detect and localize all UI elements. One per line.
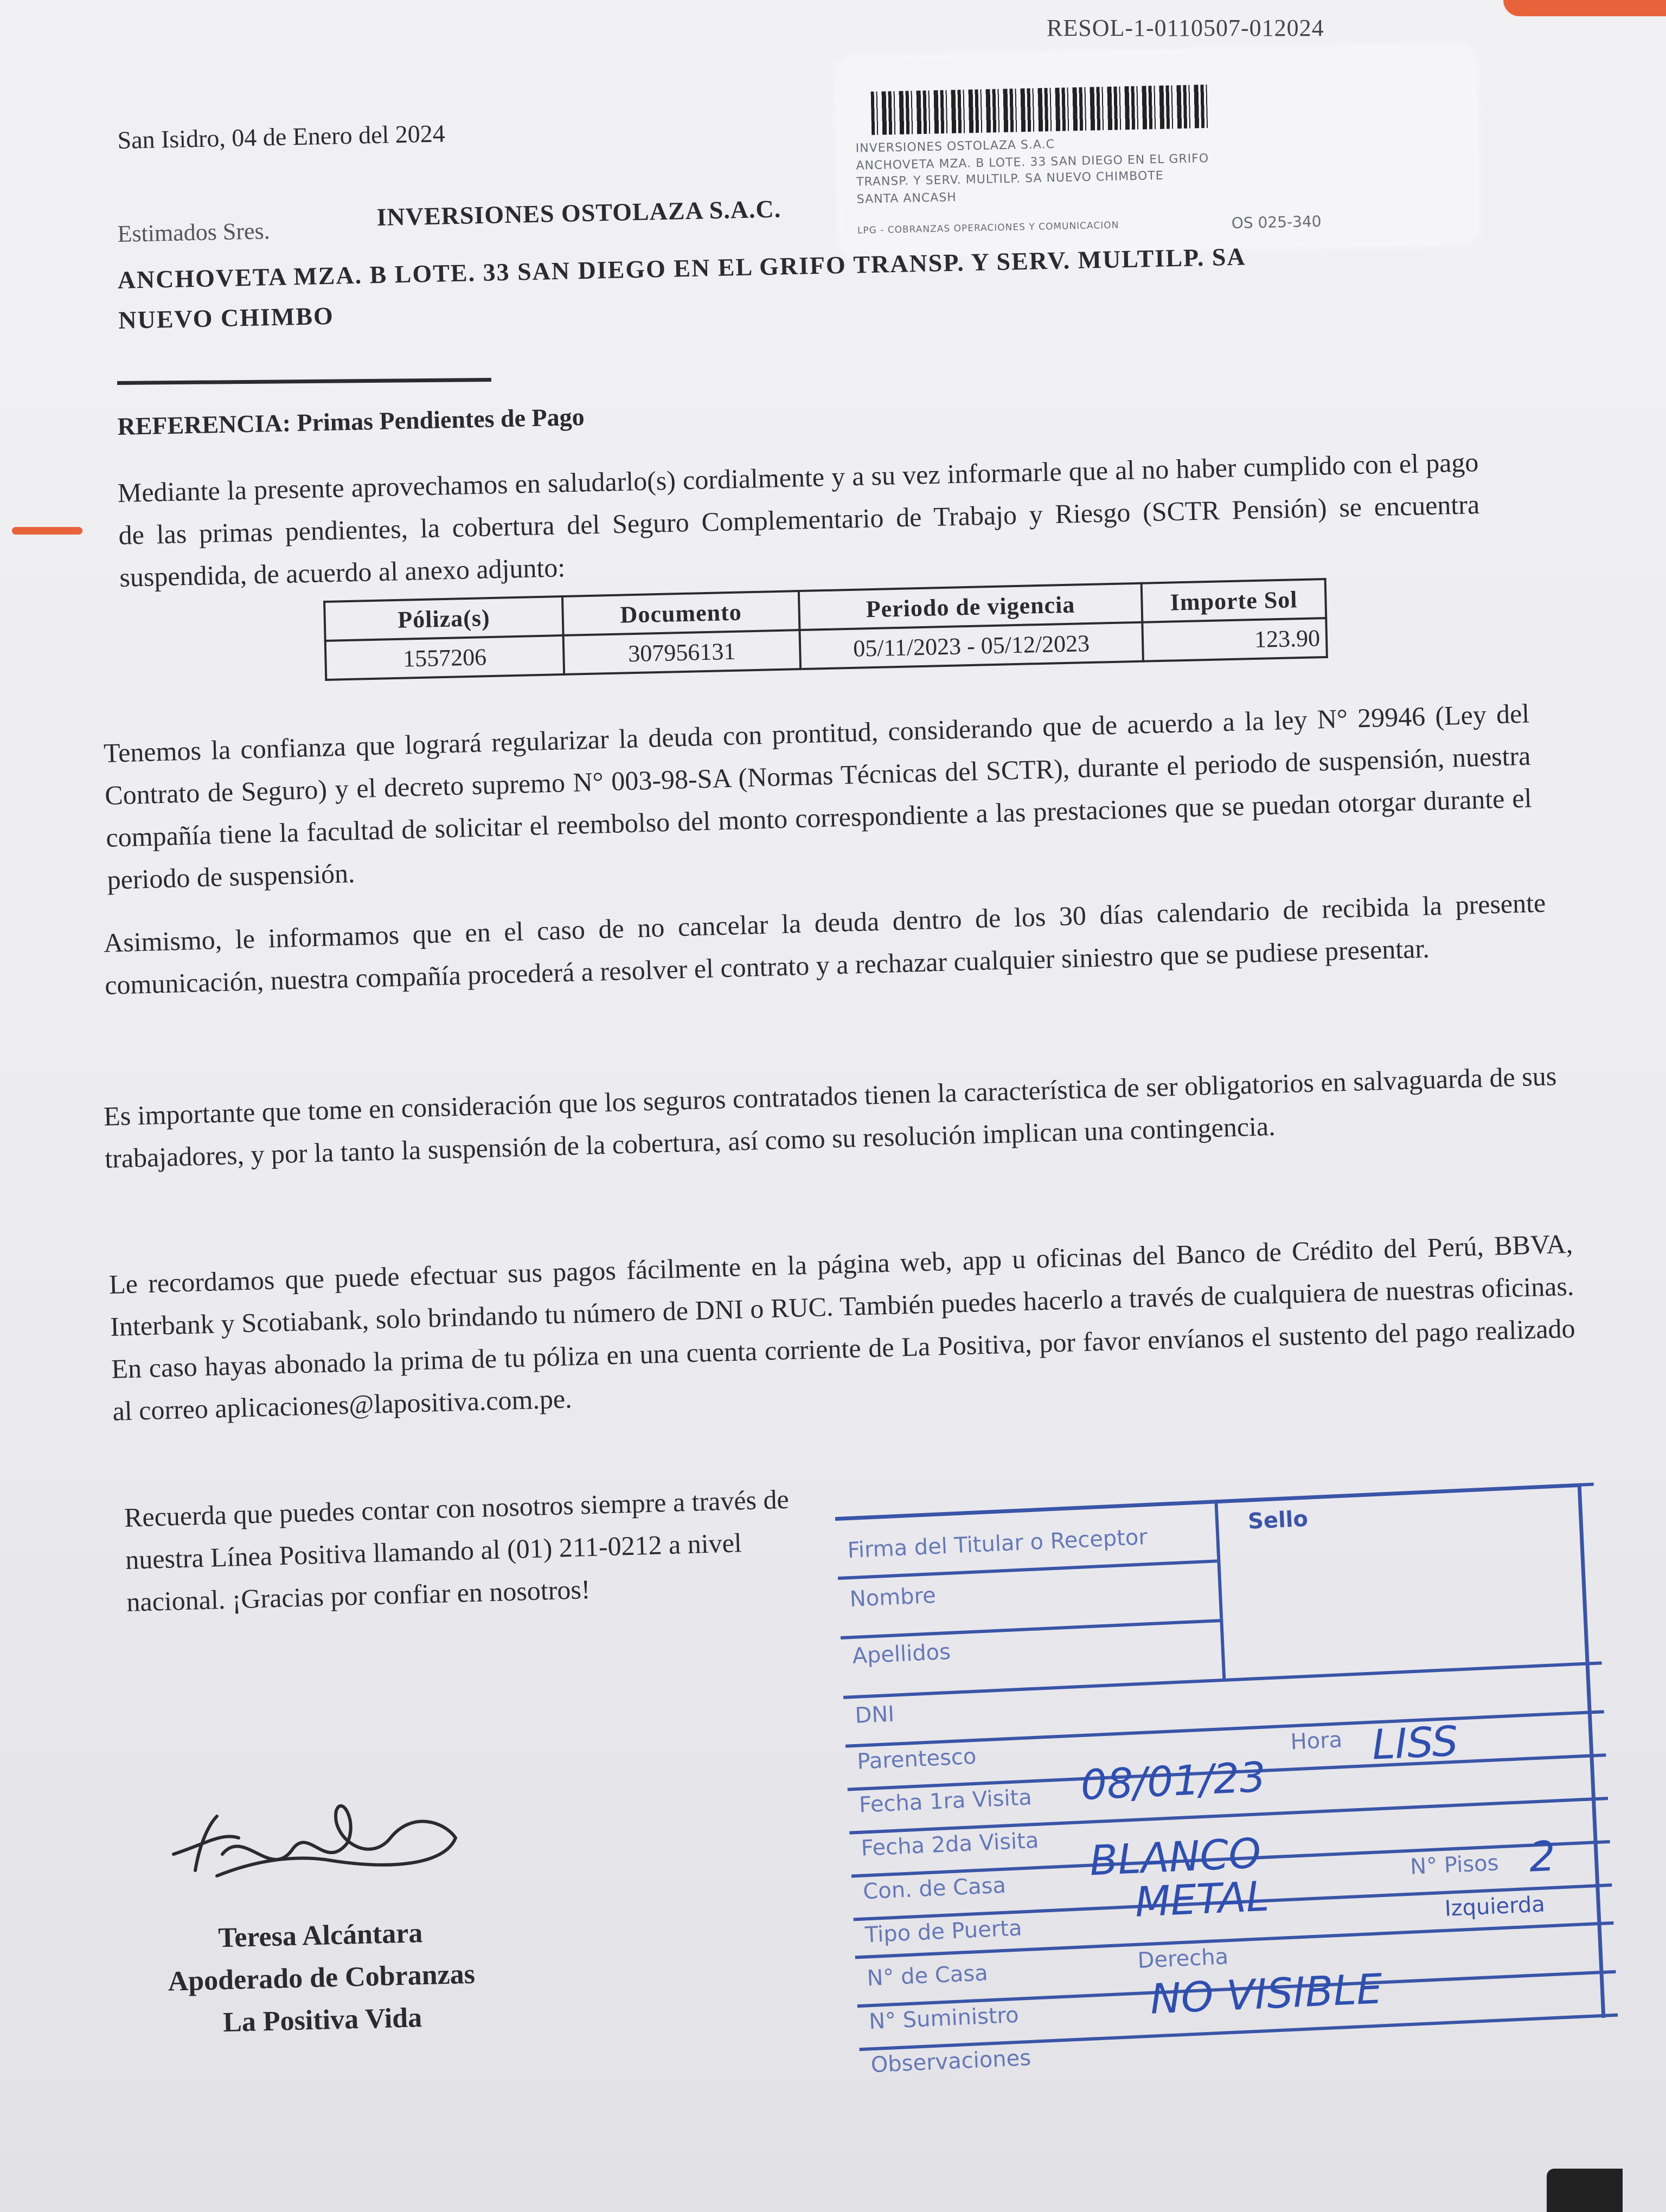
label-line-1: INVERSIONES OSTOLAZA S.A.C — [855, 137, 1055, 156]
greeting: Estimados Sres. — [117, 217, 271, 247]
handwritten-visit-date: 08/01/23 — [1079, 1752, 1267, 1810]
payment-text: Le recordamos que puede efectuar sus pagos fácilmente en la página web, app u oficinas del Banco de Crédito del Perú, BBVA, Interbank y Scotiabank, solo brindando tu número de DNI o RUC. También puedes hacerlo a través de cualquiera de nuestras oficinas. En caso hayas abonado la prima de tu póliza en una cuenta corriente de La Positiva, por favor envíanos el sustento del pago realizado al correo — [108, 1228, 1576, 1426]
stamp-field-observaciones: Observaciones — [870, 2045, 1031, 2078]
stamp-sello-label: Sello — [1247, 1506, 1309, 1534]
signer-title: Apoderado de Cobranzas — [167, 1958, 476, 1997]
letter-date: San Isidro, 04 de Enero del 2024 — [117, 119, 446, 154]
paragraph-importance: Es importante que tome en consideración que los seguros contratados tienen la característica de ser obligatorios en salvaguarda de sus trabajadores, y por la tanto la suspensión de la cobertura, así como su resolución implican una contingencia. — [103, 1060, 1557, 1174]
paragraph-intro: Mediante la presente aprovechamos en saludarlo(s) cordialmente y a su vez informarle que al no haber cumplido con el pago de las primas pendientes, la cobertura del Seguro Complementario de Trabajo y Riesgo (SCTR Pensión) se encuentra suspendida, de acuerdo al anexo adjunto: — [117, 447, 1480, 593]
address-underline — [117, 378, 491, 385]
handwritten-door-type: METAL — [1133, 1872, 1270, 1926]
paragraph-payment — [108, 1223, 1577, 1432]
paragraph-contact: Recuerda que puedes contar con nosotros siempre a través de nuestra Línea Positiva llamando al (01) 211-0212 a nivel nacional. ¡Gracias por confiar en nosotros! — [124, 1483, 790, 1617]
recipient-address — [117, 234, 1366, 340]
address-line-1: ANCHOVETA MZA. B LOTE. 33 SAN DIEGO EN EL GRIFO TRANSP. Y SERV. MULTILP. SA — [117, 242, 1247, 294]
signer-company: La Positiva Vida — [222, 2002, 422, 2039]
stamp-field-suministro: N° Suministro — [868, 2002, 1020, 2035]
margin-color-mark — [12, 527, 82, 535]
stamp-field-derecha: Derecha — [1137, 1944, 1229, 1973]
handwritten-floors: 2 — [1528, 1831, 1557, 1881]
cell-documento: 307956131 — [563, 630, 800, 674]
stamp-field-visita-1: Fecha 1ra Visita — [858, 1785, 1033, 1818]
handwritten-name: LISS — [1371, 1716, 1459, 1769]
stamp-field-parentesco: Parentesco — [856, 1744, 977, 1774]
payment-text-end: . — [565, 1383, 573, 1414]
contact-email-link[interactable]: aplicaciones@lapositiva.com.pe — [214, 1383, 566, 1424]
label-line-5: LPG - COBRANZAS OPERACIONES Y COMUNICACION — [857, 220, 1119, 236]
stamp-field-apellidos: Apellidos — [851, 1639, 951, 1669]
label-line-6: OS 025-340 — [1231, 212, 1322, 233]
delivery-stamp — [813, 1481, 1665, 2146]
resolution-code: RESOL-1-0110507-012024 — [1047, 15, 1324, 41]
header-periodo: Periodo de vigencia — [798, 583, 1142, 630]
barcode-icon — [871, 85, 1208, 135]
label-line-2: ANCHOVETA MZA. B LOTE. 33 SAN DIEGO EN EL GRIFO — [856, 152, 1209, 173]
signer-name: Teresa Alcántara — [217, 1918, 423, 1954]
reference-line: REFERENCIA: Primas Pendientes de Pago — [117, 402, 585, 440]
stamp-field-izquierda: Izquierda — [1444, 1892, 1546, 1921]
address-line-2: NUEVO CHIMBO — [118, 301, 335, 334]
paragraph-law: Tenemos la confianza que logrará regularizar la deuda con prontitud, considerando que de acuerdo a la ley N° 29946 (Ley del Contrato de Seguro) y el decreto supremo N° 003-98-SA (Normas Técnicas del SCTR), durante el periodo de suspensión, nuestra compañía tiene la facultad de solicitar el reembolso del monto correspondiente a las prestaciones que se puedan otorgar durante el periodo de suspensión. — [103, 698, 1533, 895]
label-line-4: SANTA ANCASH — [856, 190, 957, 207]
recipient-company: INVERSIONES OSTOLAZA S.A.C. — [376, 195, 781, 231]
stamp-field-pisos: N° Pisos — [1409, 1850, 1500, 1880]
policy-table — [323, 578, 1328, 681]
stamp-field-dni: DNI — [854, 1701, 895, 1728]
handwritten-house-color: BLANCO — [1088, 1829, 1263, 1885]
handwritten-signature-icon — [163, 1773, 466, 1903]
corner-color-mark — [1503, 0, 1666, 16]
stamp-field-hora: Hora — [1290, 1727, 1343, 1755]
stamp-field-puerta: Tipo de Puerta — [864, 1915, 1023, 1948]
paragraph-deadline: Asimismo, le informamos que en el caso de no cancelar la deuda dentro de los 30 días calendario de recibida la presente comunicación, nuestra compañía procederá a resolver el contrato y a rechazar cualquier siniestro que se pudiese presentar. — [103, 887, 1546, 1000]
stamp-field-ncasa: N° de Casa — [866, 1960, 989, 1991]
cell-importe: 123.90 — [1143, 618, 1327, 661]
stamp-field-visita-2: Fecha 2da Visita — [860, 1828, 1040, 1861]
cell-poliza: 1557206 — [325, 635, 565, 680]
stamp-field-nombre: Nombre — [849, 1583, 937, 1612]
stamp-field-firma: Firma del Titular o Receptor — [847, 1525, 1148, 1564]
cell-periodo: 05/11/2023 - 05/12/2023 — [799, 622, 1143, 669]
stamp-field-casa: Con. de Casa — [862, 1873, 1007, 1905]
footer-logo-icon — [1547, 2169, 1623, 2212]
signer-block — [136, 1910, 508, 2046]
header-importe: Importe Sol — [1142, 579, 1326, 622]
header-documento: Documento — [562, 591, 799, 635]
address-label-sticker — [837, 47, 1477, 255]
header-poliza: Póliza(s) — [324, 596, 563, 641]
label-line-3: TRANSP. Y SERV. MULTILP. SA NUEVO CHIMBOTE — [856, 169, 1164, 189]
handwritten-supply: NO VISIBLE — [1149, 1964, 1383, 2023]
